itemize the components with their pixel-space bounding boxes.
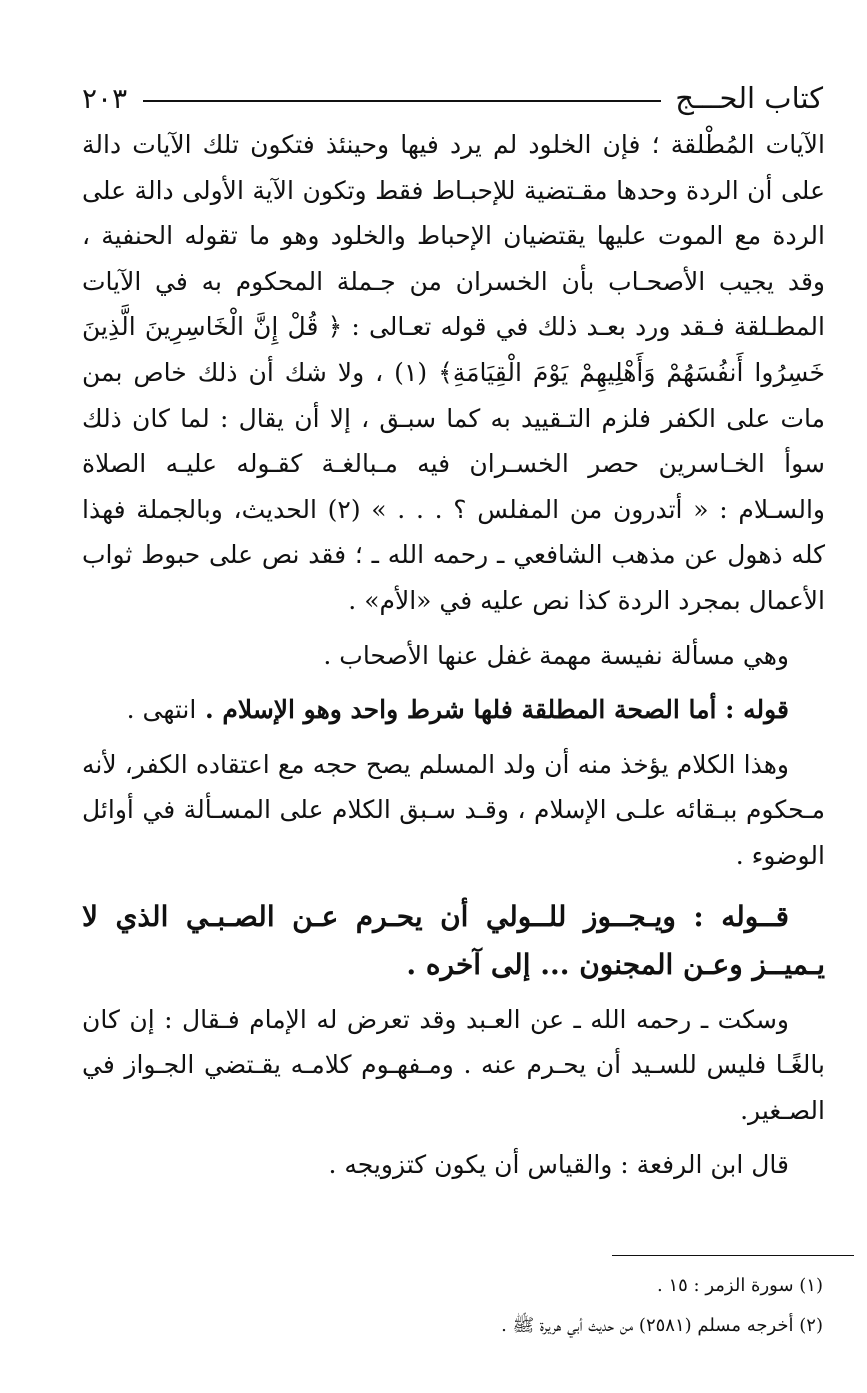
quote-text: قوله : أما الصحة المطلقة فلها شرط واحد وهو الإسلام .	[205, 695, 789, 725]
paragraph-ibn-rifa: قال ابن الرفعة : والقياس أن يكون كتزويجه .	[328, 1150, 789, 1180]
footnote-1: (١) سورة الزمر : ١٥ .	[657, 1275, 823, 1296]
paragraph-quote-guardian: قــوله : ويـجــوز للــولي أن يحـرم عـن الصـبـي الذي لا يـميــز وعـن المجنون ... إلى آخره .	[82, 899, 825, 981]
paragraph-commentary: الآيات المُطْلقة ؛ فإن الخلود لم يرد فيها وحينئذ فتكون تلك الآيات دالة على أن الردة وحدها مقـتضية للإحبـاط فقط وتكون الآية الأولى دالة على الردة مع الموت عليها يقتضيان الإحباط والخلود وهو ما تقوله الحنفية ، وقد يجيب الأصحـاب بأن الخسران من جـملة المحكوم به في الآيات المطـلقة فـقد ورد بعـد ذلك في قوله تعـالى : ﴿ قُلْ إِنَّ الْخَاسِرِينَ الَّذِينَ خَسِرُوا أَنفُسَهُمْ وَأَهْلِيهِمْ يَوْمَ الْقِيَامَةِ﴾ (١) ، ولا شك أن ذلك خاص بمن مات على الكفر فلزم التـقييد به كما سبـق ، إلا أن يقال : لما كان ذلك سوأ الخـاسرين حصر الخسـران فيه مـبالغـة كقـوله عليـه الصلاة والسـلام : « أتدرون من المفلس ؟ . . . » (٢) الحديث، وبالجملة فهذا كله ذهول عن مذهب الشافعي ـ رحمه الله ـ ؛ فقد نص على حبوط ثواب الأعمال بمجرد الردة كذا نص عليه في «الأم» .	[82, 130, 826, 615]
paragraph-quote-islam	[82, 687, 825, 733]
paragraph-note: وهي مسألة نفيسة مهمة غفل عنها الأصحاب .	[323, 640, 789, 670]
page-number: ٢٠٣	[82, 81, 128, 115]
paragraph-child-of-muslim: وهذا الكلام يؤخذ منه أن ولد المسلم يصح حجه مع اعتقاده الكفر، لأنه مـحكوم ببـقائه علـى الإسلام ، وقـد سـبق الكلام على المسـألة في أوائل الوضوء .	[82, 749, 825, 870]
running-header	[82, 78, 823, 118]
book-title: كتاب الحـــج	[675, 81, 823, 115]
header-rule	[143, 100, 661, 102]
quote-end-marker: انتهى .	[126, 695, 197, 725]
main-text	[82, 122, 825, 1188]
paragraph-slave: وسكت ـ رحمه الله ـ عن العـبد وقد تعرض له الإمام فـقال : إن كان بالغًـا فليس للسـيد أن يحـرم عنه . ومـفهـوم كلامـه يقـتضي الجـواز في الصـغير.	[82, 1004, 825, 1125]
footnote-separator	[612, 1255, 854, 1256]
footnotes	[82, 1266, 823, 1346]
footnote-2: (٢) أخرجه مسلم (٢٥٨١) من حديث أبي هريرة ﷺ .	[501, 1315, 823, 1336]
